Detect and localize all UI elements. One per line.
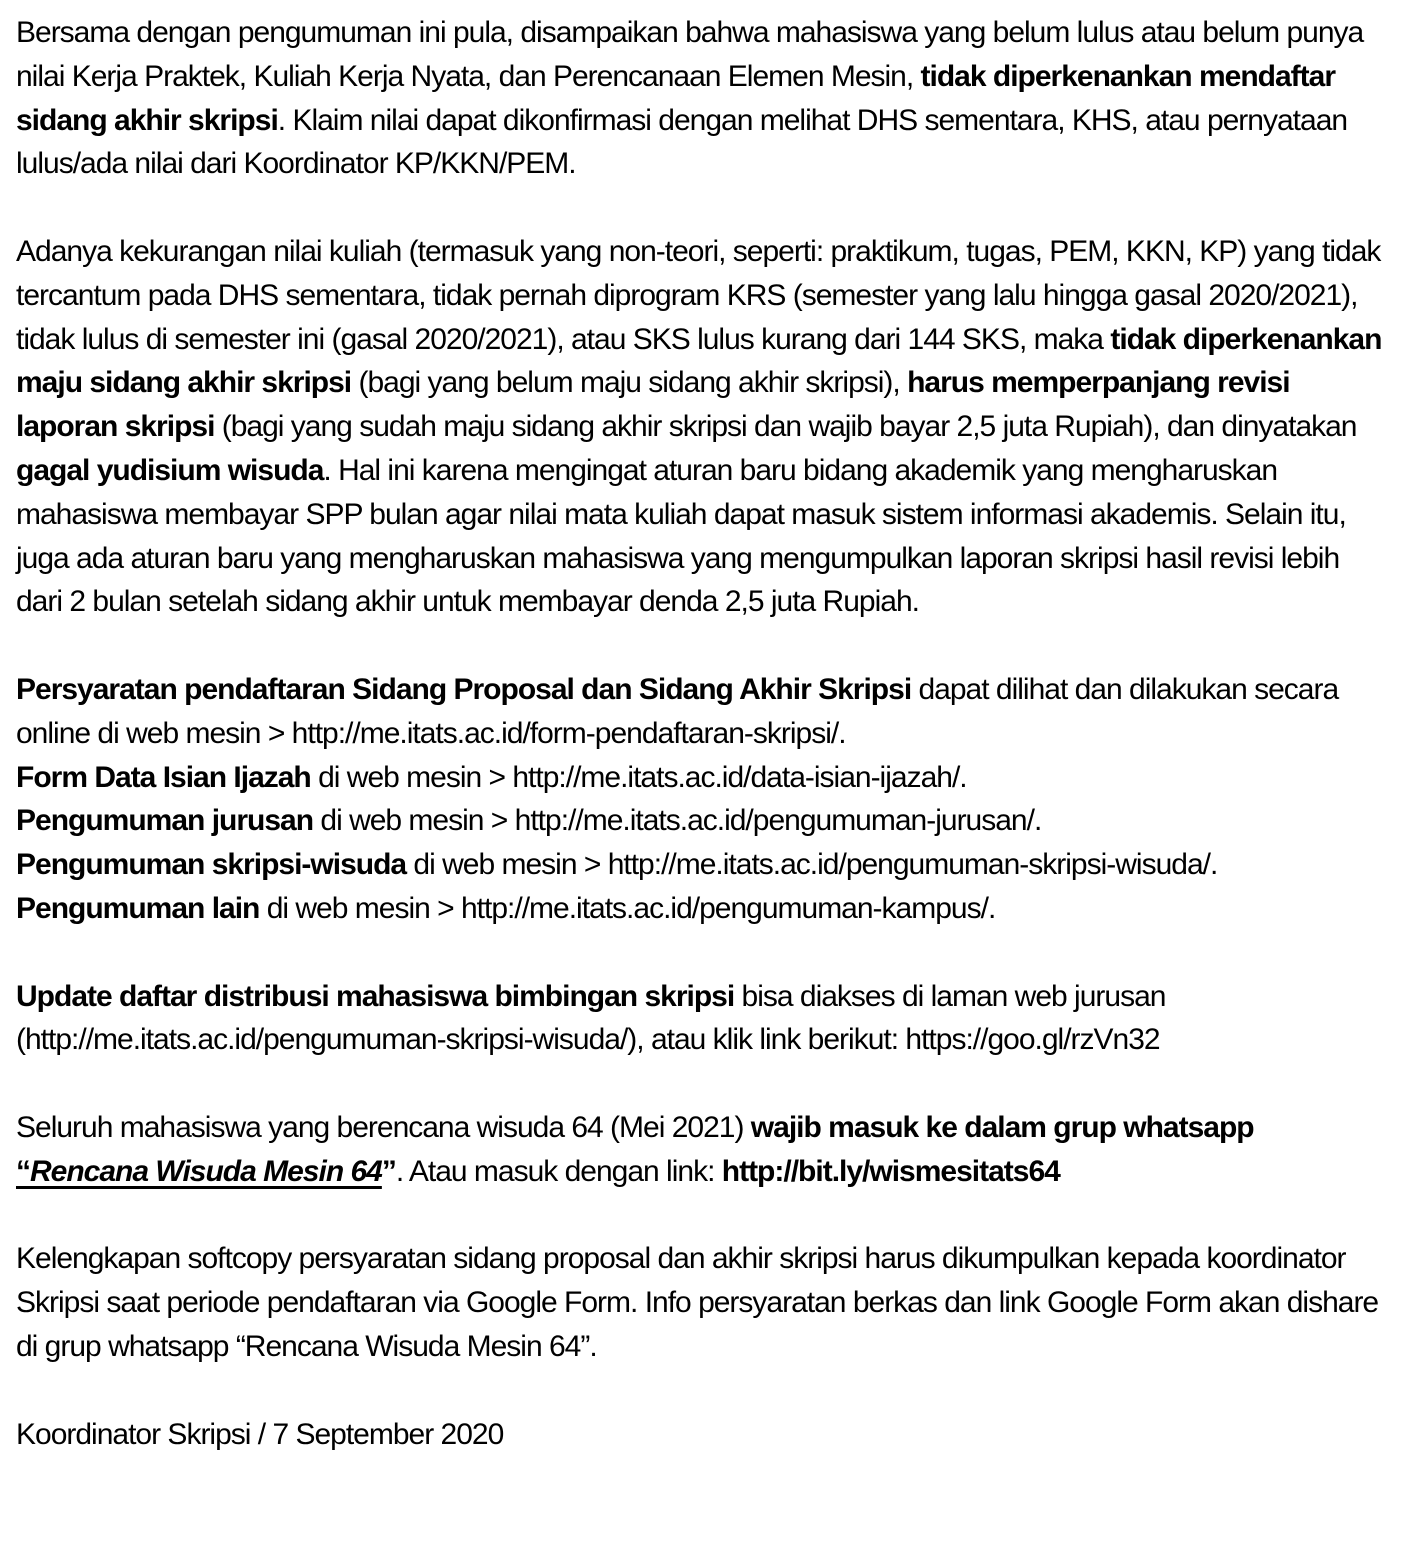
url-text: http://me.itats.ac.id/pengumuman-skripsi-wisuda/ xyxy=(607,848,1210,882)
text-run: di web mesin > xyxy=(310,760,513,794)
bold-emphasis: Persyaratan pendaftaran Sidang Proposal dan Sidang Akhir Skripsi xyxy=(16,672,912,706)
bold-emphasis: gagal yudisium wisuda xyxy=(16,453,324,487)
url-text: http://me.itats.ac.id/data-isian-ijazah/ xyxy=(512,760,960,794)
text-run: di web mesin > xyxy=(259,891,461,925)
bold-emphasis: tidak diperkenankan mendaftar sidang akhir skripsi xyxy=(16,59,1335,137)
intro-requirement xyxy=(16,11,1389,186)
text-run: . Atau masuk dengan link: xyxy=(395,1154,722,1188)
missing-grades-rules xyxy=(16,230,1389,624)
text-run: Adanya kekurangan nilai kuliah (termasuk yang non-teori, seperti: praktikum, tugas, PEM, KKN, KP) yang tidak tercantum pada DHS sementara, tidak pernah diprogram KRS (semester yang lalu hingga gasal 2020/2021), tidak lulus di semester ini (gasal 2020/2021), atau SKS lulus kurang dari 144 SKS, maka xyxy=(16,234,1381,356)
text-run: “ xyxy=(16,1154,30,1188)
text-run: di web mesin > xyxy=(406,848,608,882)
bold-emphasis: Update daftar distribusi mahasiswa bimbingan skripsi xyxy=(16,979,735,1013)
signature xyxy=(16,1413,1389,1457)
url-text: http://bit.ly/wismesitats64 xyxy=(721,1154,1060,1188)
text-run: . xyxy=(987,891,996,925)
text-run: Bersama dengan pengumuman ini pula, disampaikan bahwa mahasiswa yang belum lulus atau belum punya nilai Kerja Praktek, Kuliah Kerja Nyata, dan Perencanaan Elemen Mesin, xyxy=(16,16,1364,93)
kelengkapan-softcopy xyxy=(16,1237,1389,1368)
signature-text: Koordinator Skripsi / 7 September 2020 xyxy=(16,1417,504,1451)
whatsapp-group-name: Rencana Wisuda Mesin 64 xyxy=(30,1154,382,1188)
text-run: ), atau klik link berikut: xyxy=(627,1023,906,1057)
bold-emphasis: Pengumuman jurusan xyxy=(16,804,314,838)
url-text: http://me.itats.ac.id/pengumuman-kampus/ xyxy=(460,891,988,925)
link-pengumuman-jurusan xyxy=(16,799,1389,843)
url-text: https://goo.gl/rzVn32 xyxy=(905,1023,1160,1057)
grup-whatsapp-wisuda xyxy=(16,1106,1389,1194)
bold-emphasis: harus memperpanjang revisi laporan skripsi xyxy=(16,366,1290,444)
text-run: (bagi yang sudah maju sidang akhir skripsi dan wajib bayar 2,5 juta Rupiah), dan dinyatakan xyxy=(214,410,1357,444)
text-run: . xyxy=(1033,804,1042,838)
link-pendaftaran-skripsi xyxy=(16,668,1389,756)
text-run: . Klaim nilai dapat dikonfirmasi dengan melihat DHS sementara, KHS, atau pernyataan lulus/ada nilai dari Koordinator KP/KKN/PEM. xyxy=(16,103,1348,181)
bold-emphasis: Form Data Isian Ijazah xyxy=(16,760,311,794)
text-run: (bagi yang belum maju sidang akhir skripsi), xyxy=(351,366,908,400)
url-text: http://me.itats.ac.id/pengumuman-skripsi-wisuda/ xyxy=(25,1023,628,1057)
text-run: bisa diakses di laman web jurusan ( xyxy=(16,979,1166,1057)
link-pengumuman-lain xyxy=(16,887,1389,931)
text-run: Seluruh mahasiswa yang berencana wisuda 64 (Mei 2021) xyxy=(16,1110,751,1144)
update-distribusi-bimbingan xyxy=(16,975,1389,1063)
text-run: Kelengkapan softcopy persyaratan sidang proposal dan akhir skripsi harus dikumpulkan kepada koordinator Skripsi saat periode pendaftaran via Google Form. Info persyaratan berkas dan link Google Form akan dishare di grup whatsapp “Rencana Wisuda Mesin 64”. xyxy=(16,1242,1379,1363)
text-run: . xyxy=(1209,848,1218,882)
text-run: . Hal ini karena mengingat aturan baru bidang akademik yang mengharuskan mahasiswa membayar SPP bulan agar nilai mata kuliah dapat masuk sistem informasi akademis. Selain itu, juga ada aturan baru yang mengharuskan mahasiswa yang mengumpulkan laporan skripsi hasil revisi lebih dari 2 bulan setelah sidang akhir untuk membayar denda 2,5 juta Rupiah. xyxy=(16,453,1346,619)
bold-emphasis: tidak diperkenankan maju sidang akhir skripsi xyxy=(16,322,1382,400)
link-pengumuman-skripsi-wisuda xyxy=(16,843,1389,887)
text-run: dapat dilihat dan dilakukan secara online di web mesin > xyxy=(16,672,1339,750)
bold-emphasis: Pengumuman lain xyxy=(16,891,260,925)
bold-emphasis: Pengumuman skripsi-wisuda xyxy=(16,848,407,882)
text-run: . xyxy=(838,716,846,750)
text-run: di web mesin > xyxy=(313,804,515,838)
text-run: . xyxy=(959,760,967,794)
link-data-isian-ijazah xyxy=(16,756,1389,800)
url-text: http://me.itats.ac.id/form-pendaftaran-skripsi/ xyxy=(291,716,839,750)
text-run: ” xyxy=(381,1154,396,1188)
url-text: http://me.itats.ac.id/pengumuman-jurusan/ xyxy=(514,804,1034,838)
bold-emphasis: wajib masuk ke dalam grup whatsapp xyxy=(750,1110,1254,1144)
